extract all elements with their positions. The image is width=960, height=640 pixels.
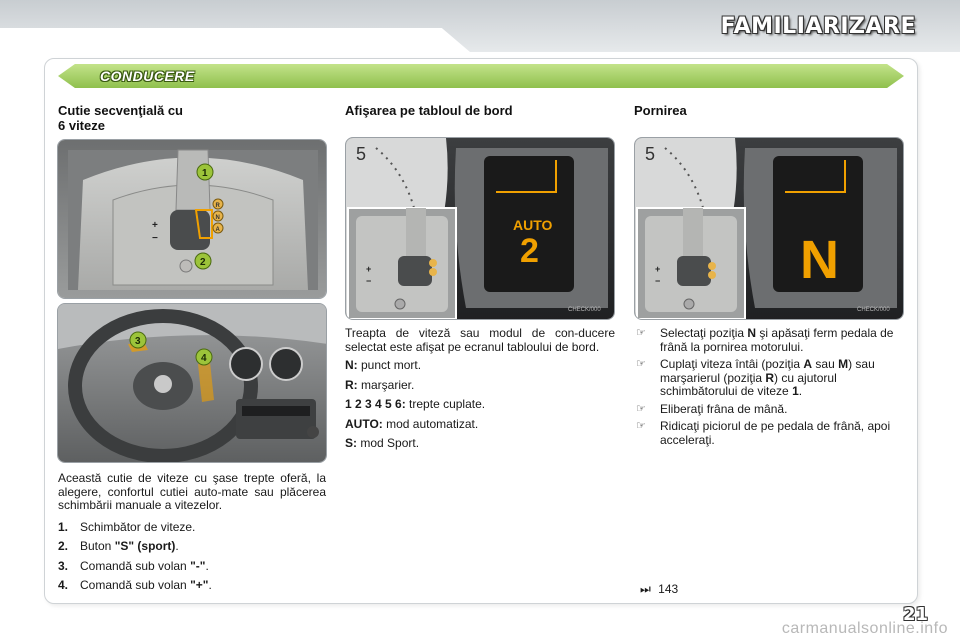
definition-item: S: mod Sport.	[345, 436, 420, 450]
display-code: CHECK/000	[568, 307, 601, 313]
minus-marker: −	[152, 233, 158, 244]
col2-text	[345, 327, 615, 457]
definition-item: N: punct mort.	[345, 358, 422, 372]
hand-pointer-icon: ☞	[636, 402, 646, 415]
gearbox-image	[57, 139, 327, 299]
gear-n-marker: N	[215, 215, 220, 221]
list-item: ☞ Cuplaţi viteza întâi (poziţia A sau M) sau marşarierul (poziţia R) cu ajutorul schimbătorului de viteze 1.	[636, 357, 875, 398]
display-mode: AUTO	[513, 217, 553, 233]
list-item: 1. Schimbător de viteze.	[58, 519, 196, 534]
callout-3: 3	[135, 336, 141, 347]
col3-heading: Pornirea	[634, 103, 687, 118]
col1-heading-line1: Cutie secvenţială cu	[58, 103, 183, 118]
dial-number: 5	[645, 144, 656, 164]
section-title: CONDUCERE	[100, 68, 195, 84]
hand-pointer-icon: ☞	[636, 420, 646, 432]
gear-a-marker: A	[215, 227, 220, 233]
list-item: ☞ Eliberaţi frâna de mână.	[636, 401, 788, 416]
dashboard-auto-illustration	[346, 138, 615, 320]
plus-marker: +	[655, 264, 661, 274]
list-item: 4. Comandă sub volan "+".	[58, 578, 212, 592]
hand-pointer-icon: ☞	[636, 327, 646, 339]
list-item: 2. Buton "S" (sport).	[58, 539, 179, 553]
minus-marker: −	[366, 276, 372, 286]
col3-text	[636, 327, 904, 451]
col1-heading-line2: 6 viteze	[58, 118, 105, 133]
col2-heading: Afişarea pe tabloul de bord	[345, 103, 513, 118]
col2-intro: Treapta de viteză sau modul de con-ducere selectat este afişat pe ecranul tabloului de bord.	[345, 326, 615, 354]
dashboard-neutral-illustration	[635, 138, 904, 320]
watermark: carmanualsonline.info	[781, 620, 948, 637]
gear-r-marker: R	[215, 203, 220, 209]
display-gear: N	[800, 230, 839, 290]
gearbox-illustration	[58, 140, 327, 299]
page-reference[interactable]	[640, 582, 678, 597]
display-gear: 2	[520, 232, 539, 270]
steering-illustration	[58, 304, 327, 463]
list-item: 3. Comandă sub volan "-".	[58, 558, 209, 573]
fast-forward-icon: ⏭	[640, 582, 651, 596]
display-code: CHECK/000	[857, 307, 890, 313]
list-item: ☞ Ridicaţi piciorul de pe pedala de frână, apoi acceleraţi.	[636, 419, 891, 447]
plus-marker: +	[366, 264, 372, 274]
hand-pointer-icon: ☞	[636, 358, 646, 370]
callout-1: 1	[202, 168, 208, 179]
definition-item: AUTO: mod automatizat.	[345, 416, 479, 431]
callout-4: 4	[201, 353, 207, 364]
page-title: FAMILIARIZARE	[720, 14, 916, 39]
dashboard-neutral-image	[634, 137, 904, 320]
minus-marker: −	[655, 276, 661, 286]
col1-intro: Această cutie de viteze cu şase trepte oferă, la alegere, confortul cutiei auto-mate sau plăcerea schimbării manuale a vitezelor.	[58, 471, 326, 512]
dashboard-auto-image	[345, 137, 615, 320]
col1-heading	[58, 103, 183, 133]
plus-marker: +	[152, 220, 158, 231]
dial-number: 5	[356, 144, 367, 164]
callout-2: 2	[200, 257, 206, 268]
steering-image	[57, 303, 327, 463]
definition-item: R: marşarier.	[345, 377, 415, 392]
page-reference-number: 143	[658, 582, 679, 596]
list-item: ☞ Selectaţi poziţia N şi apăsaţi ferm pedala de frână la pornirea motorului.	[636, 326, 894, 354]
definition-item: 1 2 3 4 5 6: trepte cuplate.	[345, 397, 486, 411]
header-tab	[0, 28, 470, 52]
page-number: 21	[902, 604, 928, 625]
col1-text	[58, 472, 326, 599]
